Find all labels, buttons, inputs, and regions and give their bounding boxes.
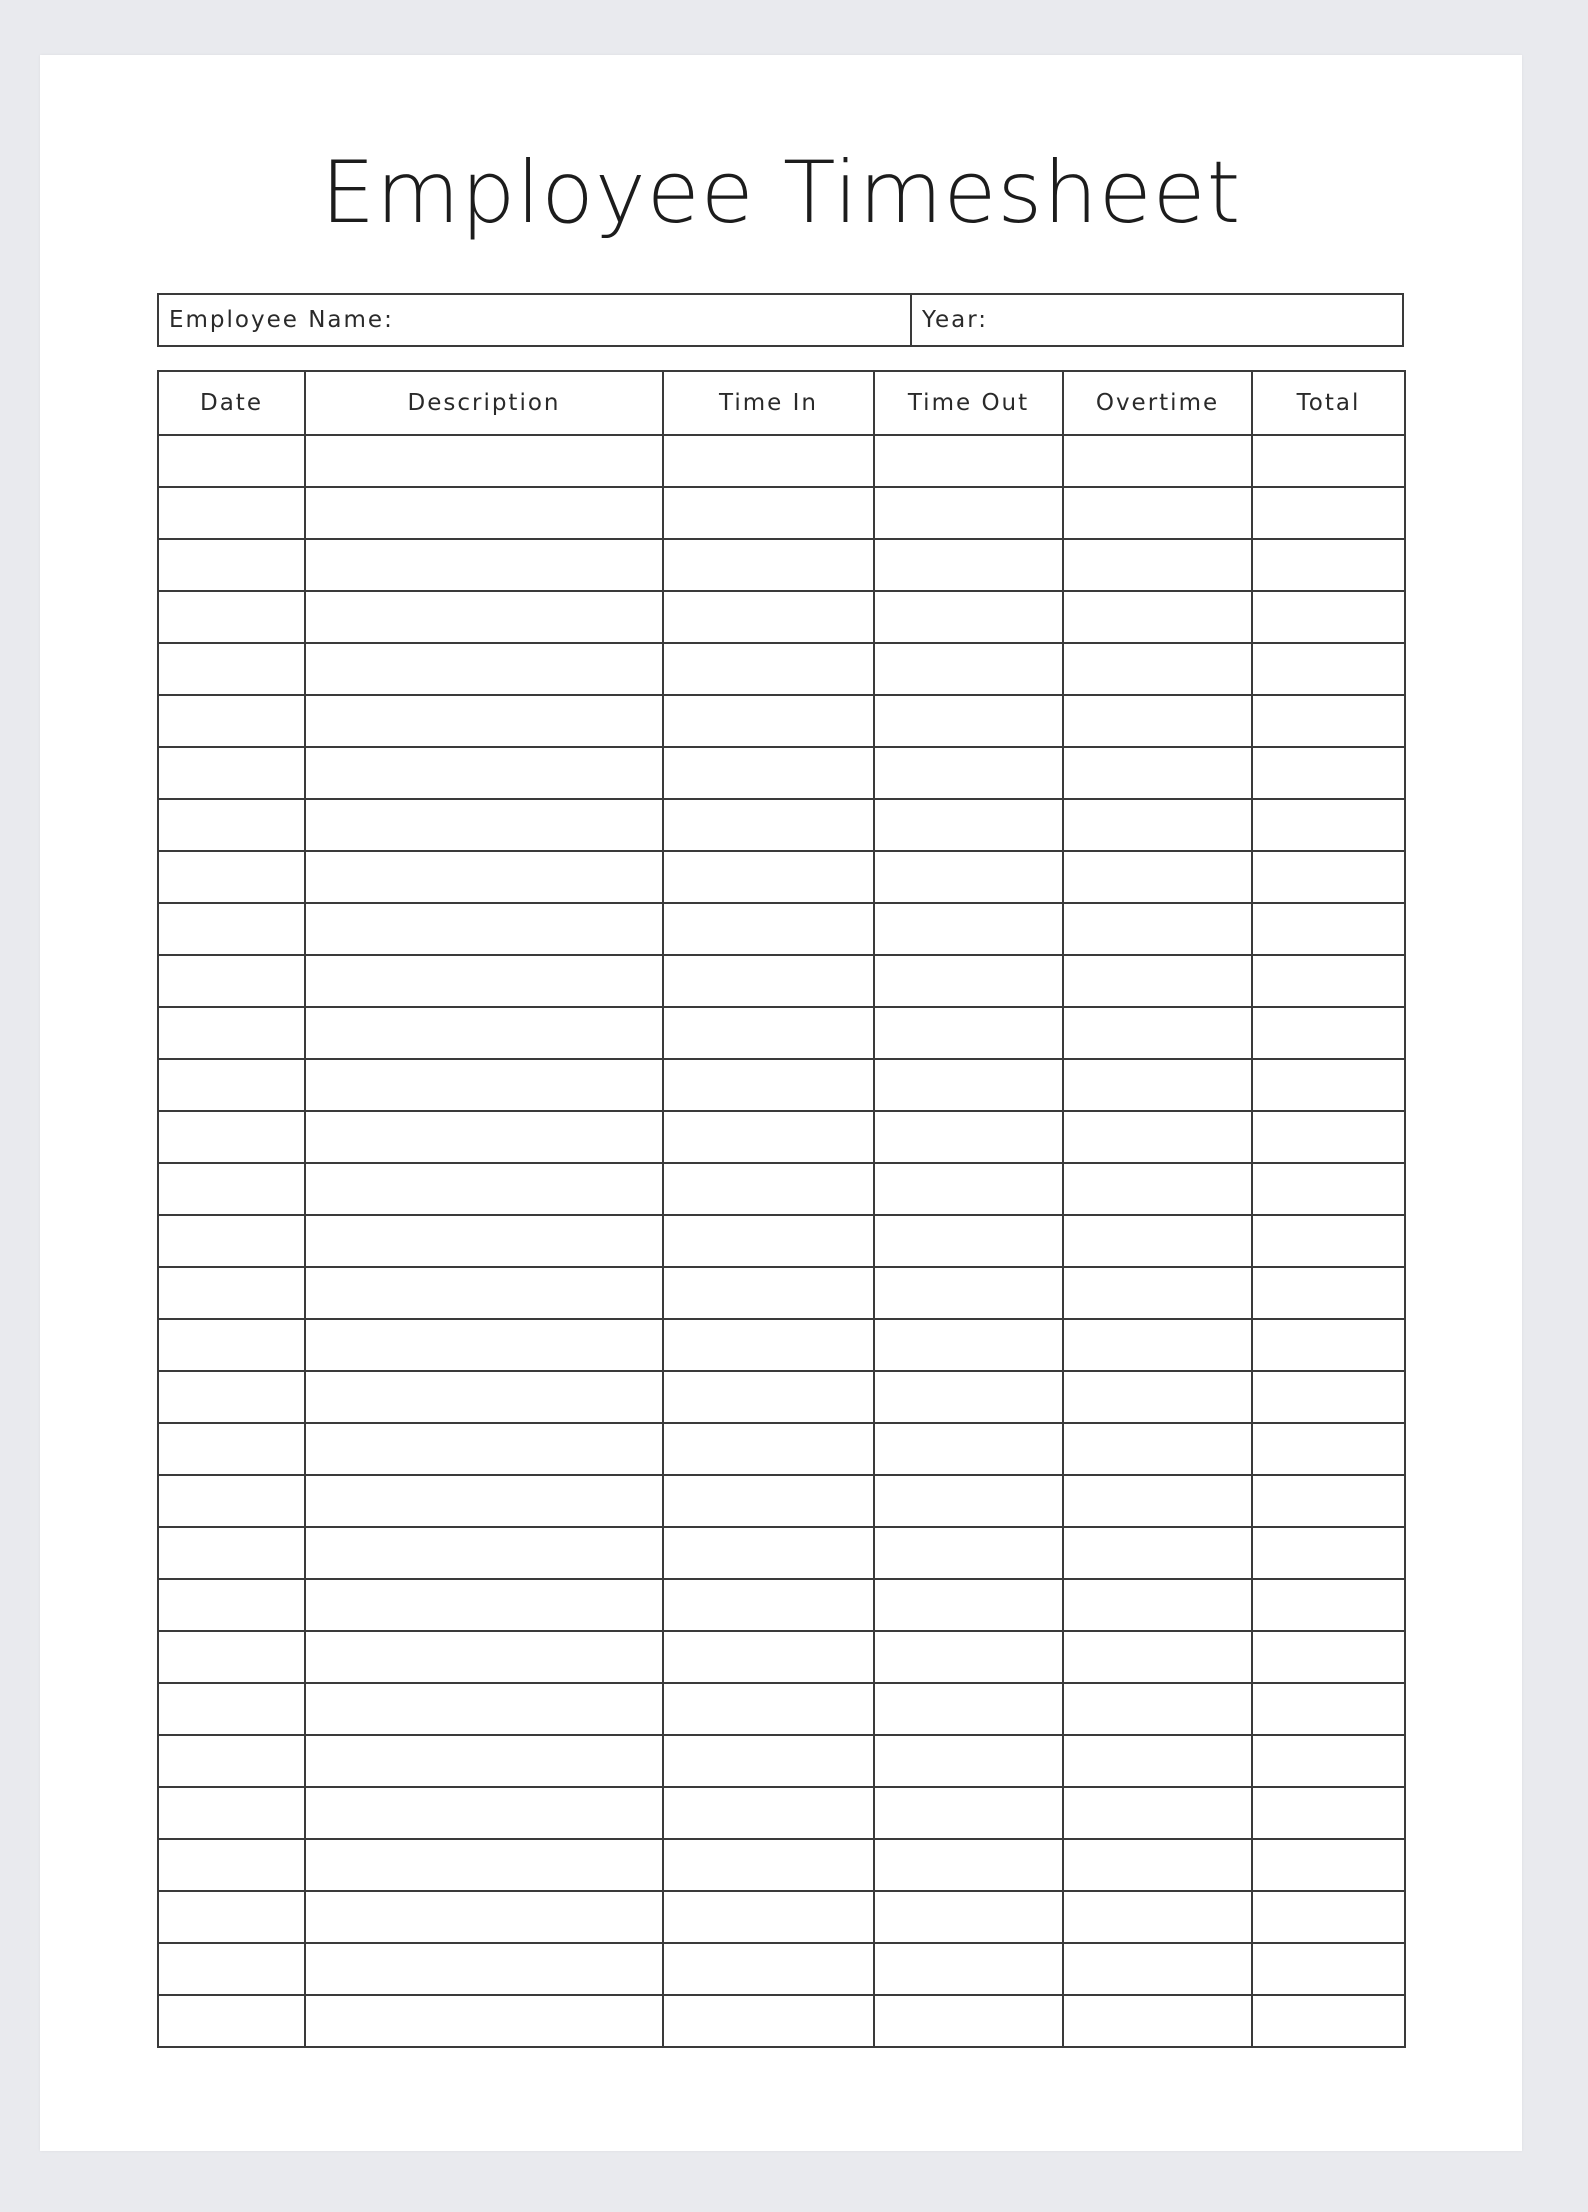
table-row: [158, 1111, 1405, 1163]
table-row: [158, 591, 1405, 643]
cell-time-out[interactable]: [874, 903, 1063, 955]
cell-overtime[interactable]: [1063, 1423, 1252, 1475]
cell-description[interactable]: [305, 1995, 663, 2047]
cell-description[interactable]: [305, 1215, 663, 1267]
cell-time-in[interactable]: [663, 851, 874, 903]
table-row: [158, 1319, 1405, 1371]
cell-time-in[interactable]: [663, 1267, 874, 1319]
cell-overtime[interactable]: [1063, 1995, 1252, 2047]
table-row: [158, 1683, 1405, 1735]
cell-date[interactable]: [158, 1215, 305, 1267]
cell-description[interactable]: [305, 1371, 663, 1423]
cell-date[interactable]: [158, 1943, 305, 1995]
cell-date[interactable]: [158, 591, 305, 643]
cell-time-in[interactable]: [663, 1631, 874, 1683]
cell-description[interactable]: [305, 799, 663, 851]
cell-time-in[interactable]: [663, 955, 874, 1007]
cell-overtime[interactable]: [1063, 1839, 1252, 1891]
cell-overtime[interactable]: [1063, 799, 1252, 851]
cell-time-out[interactable]: [874, 1787, 1063, 1839]
cell-date[interactable]: [158, 1995, 305, 2047]
cell-description[interactable]: [305, 1319, 663, 1371]
cell-date[interactable]: [158, 1735, 305, 1787]
cell-time-in[interactable]: [663, 487, 874, 539]
table-row: [158, 1839, 1405, 1891]
cell-time-out[interactable]: [874, 1995, 1063, 2047]
cell-time-in[interactable]: [663, 1683, 874, 1735]
cell-time-in[interactable]: [663, 1319, 874, 1371]
cell-time-out[interactable]: [874, 1735, 1063, 1787]
cell-description[interactable]: [305, 1475, 663, 1527]
cell-overtime[interactable]: [1063, 1527, 1252, 1579]
cell-overtime[interactable]: [1063, 539, 1252, 591]
cell-time-in[interactable]: [663, 539, 874, 591]
cell-total[interactable]: [1252, 955, 1405, 1007]
cell-overtime[interactable]: [1063, 851, 1252, 903]
cell-total[interactable]: [1252, 1735, 1405, 1787]
cell-total[interactable]: [1252, 1111, 1405, 1163]
cell-date[interactable]: [158, 1839, 305, 1891]
cell-time-out[interactable]: [874, 1891, 1063, 1943]
table-row: [158, 1475, 1405, 1527]
cell-time-in[interactable]: [663, 435, 874, 487]
cell-total[interactable]: [1252, 695, 1405, 747]
timesheet-page: [40, 55, 1522, 2151]
cell-description[interactable]: [305, 1527, 663, 1579]
cell-total[interactable]: [1252, 1787, 1405, 1839]
cell-overtime[interactable]: [1063, 1319, 1252, 1371]
column-header-description: Description: [305, 371, 663, 435]
cell-time-in[interactable]: [663, 1215, 874, 1267]
cell-description[interactable]: [305, 1735, 663, 1787]
table-row: [158, 1735, 1405, 1787]
cell-time-in[interactable]: [663, 1735, 874, 1787]
cell-time-in[interactable]: [663, 695, 874, 747]
cell-time-in[interactable]: [663, 1787, 874, 1839]
cell-time-out[interactable]: [874, 1319, 1063, 1371]
cell-time-in[interactable]: [663, 1371, 874, 1423]
table-row: [158, 1267, 1405, 1319]
cell-overtime[interactable]: [1063, 1007, 1252, 1059]
cell-overtime[interactable]: [1063, 1683, 1252, 1735]
cell-time-in[interactable]: [663, 1475, 874, 1527]
cell-description[interactable]: [305, 1579, 663, 1631]
column-header-overtime: Overtime: [1063, 371, 1252, 435]
cell-time-in[interactable]: [663, 1943, 874, 1995]
cell-description[interactable]: [305, 1943, 663, 1995]
year-label: Year:: [922, 307, 989, 333]
cell-time-out[interactable]: [874, 1475, 1063, 1527]
cell-time-out[interactable]: [874, 591, 1063, 643]
cell-description[interactable]: [305, 643, 663, 695]
cell-time-out[interactable]: [874, 1579, 1063, 1631]
cell-total[interactable]: [1252, 1995, 1405, 2047]
cell-date[interactable]: [158, 1007, 305, 1059]
cell-date[interactable]: [158, 851, 305, 903]
cell-time-out[interactable]: [874, 1839, 1063, 1891]
cell-time-out[interactable]: [874, 1423, 1063, 1475]
cell-total[interactable]: [1252, 1007, 1405, 1059]
cell-time-in[interactable]: [663, 1111, 874, 1163]
cell-total[interactable]: [1252, 851, 1405, 903]
cell-overtime[interactable]: [1063, 1943, 1252, 1995]
table-row: [158, 1891, 1405, 1943]
cell-description[interactable]: [305, 1787, 663, 1839]
cell-total[interactable]: [1252, 1631, 1405, 1683]
cell-time-out[interactable]: [874, 1631, 1063, 1683]
cell-description[interactable]: [305, 487, 663, 539]
cell-date[interactable]: [158, 1527, 305, 1579]
employee-name-field[interactable]: [157, 293, 915, 347]
cell-time-out[interactable]: [874, 1215, 1063, 1267]
cell-total[interactable]: [1252, 1319, 1405, 1371]
cell-time-out[interactable]: [874, 487, 1063, 539]
cell-description[interactable]: [305, 539, 663, 591]
table-row: [158, 643, 1405, 695]
cell-description[interactable]: [305, 1163, 663, 1215]
cell-description[interactable]: [305, 1839, 663, 1891]
cell-overtime[interactable]: [1063, 1111, 1252, 1163]
table-row: [158, 747, 1405, 799]
cell-total[interactable]: [1252, 1943, 1405, 1995]
cell-description[interactable]: [305, 1891, 663, 1943]
cell-description[interactable]: [305, 1683, 663, 1735]
cell-date[interactable]: [158, 1267, 305, 1319]
cell-date[interactable]: [158, 1891, 305, 1943]
cell-description[interactable]: [305, 1007, 663, 1059]
cell-description[interactable]: [305, 1631, 663, 1683]
cell-date[interactable]: [158, 1423, 305, 1475]
table-row: [158, 1163, 1405, 1215]
cell-overtime[interactable]: [1063, 1631, 1252, 1683]
table-row: [158, 1527, 1405, 1579]
cell-time-in[interactable]: [663, 1579, 874, 1631]
cell-total[interactable]: [1252, 1163, 1405, 1215]
table-row: [158, 695, 1405, 747]
cell-overtime[interactable]: [1063, 1059, 1252, 1111]
cell-time-out[interactable]: [874, 955, 1063, 1007]
cell-overtime[interactable]: [1063, 1371, 1252, 1423]
table-row: [158, 799, 1405, 851]
cell-date[interactable]: [158, 747, 305, 799]
cell-date[interactable]: [158, 1059, 305, 1111]
column-header-date: Date: [158, 371, 305, 435]
cell-date[interactable]: [158, 903, 305, 955]
table-row: [158, 1787, 1405, 1839]
cell-date[interactable]: [158, 695, 305, 747]
cell-time-in[interactable]: [663, 1423, 874, 1475]
cell-overtime[interactable]: [1063, 955, 1252, 1007]
cell-time-out[interactable]: [874, 799, 1063, 851]
cell-total[interactable]: [1252, 1059, 1405, 1111]
cell-time-out[interactable]: [874, 747, 1063, 799]
cell-time-out[interactable]: [874, 1163, 1063, 1215]
table-row: [158, 1995, 1405, 2047]
cell-description[interactable]: [305, 955, 663, 1007]
cell-total[interactable]: [1252, 487, 1405, 539]
cell-date[interactable]: [158, 955, 305, 1007]
cell-time-in[interactable]: [663, 747, 874, 799]
cell-date[interactable]: [158, 1787, 305, 1839]
cell-total[interactable]: [1252, 539, 1405, 591]
table-row: [158, 903, 1405, 955]
cell-date[interactable]: [158, 1683, 305, 1735]
cell-time-in[interactable]: [663, 799, 874, 851]
cell-total[interactable]: [1252, 903, 1405, 955]
cell-time-out[interactable]: [874, 1943, 1063, 1995]
table-row: [158, 1371, 1405, 1423]
column-header-total: Total: [1252, 371, 1405, 435]
cell-date[interactable]: [158, 643, 305, 695]
cell-time-in[interactable]: [663, 1995, 874, 2047]
cell-description[interactable]: [305, 695, 663, 747]
cell-time-in[interactable]: [663, 1527, 874, 1579]
cell-time-out[interactable]: [874, 1059, 1063, 1111]
table-row: [158, 435, 1405, 487]
cell-overtime[interactable]: [1063, 435, 1252, 487]
cell-total[interactable]: [1252, 435, 1405, 487]
cell-total[interactable]: [1252, 1371, 1405, 1423]
table-row: [158, 1943, 1405, 1995]
cell-date[interactable]: [158, 487, 305, 539]
cell-total[interactable]: [1252, 1475, 1405, 1527]
cell-overtime[interactable]: [1063, 1163, 1252, 1215]
table-row: [158, 1423, 1405, 1475]
timesheet-table: [157, 370, 1406, 2048]
cell-overtime[interactable]: [1063, 487, 1252, 539]
page-title: Employee Timesheet: [320, 143, 1242, 243]
employee-name-label: Employee Name:: [169, 307, 394, 333]
cell-time-in[interactable]: [663, 1059, 874, 1111]
cell-overtime[interactable]: [1063, 1579, 1252, 1631]
cell-date[interactable]: [158, 1475, 305, 1527]
cell-description[interactable]: [305, 851, 663, 903]
cell-date[interactable]: [158, 539, 305, 591]
cell-time-out[interactable]: [874, 643, 1063, 695]
cell-date[interactable]: [158, 1163, 305, 1215]
cell-date[interactable]: [158, 1631, 305, 1683]
cell-description[interactable]: [305, 591, 663, 643]
cell-total[interactable]: [1252, 1683, 1405, 1735]
table-row: [158, 851, 1405, 903]
cell-total[interactable]: [1252, 1839, 1405, 1891]
cell-time-out[interactable]: [874, 1007, 1063, 1059]
cell-total[interactable]: [1252, 747, 1405, 799]
cell-date[interactable]: [158, 1319, 305, 1371]
table-row: [158, 1631, 1405, 1683]
cell-time-in[interactable]: [663, 643, 874, 695]
cell-time-out[interactable]: [874, 1111, 1063, 1163]
cell-time-in[interactable]: [663, 1839, 874, 1891]
cell-time-in[interactable]: [663, 1891, 874, 1943]
cell-overtime[interactable]: [1063, 1735, 1252, 1787]
cell-overtime[interactable]: [1063, 695, 1252, 747]
cell-time-in[interactable]: [663, 1163, 874, 1215]
cell-total[interactable]: [1252, 1215, 1405, 1267]
cell-overtime[interactable]: [1063, 591, 1252, 643]
cell-time-out[interactable]: [874, 539, 1063, 591]
cell-description[interactable]: [305, 1111, 663, 1163]
cell-date[interactable]: [158, 1111, 305, 1163]
cell-description[interactable]: [305, 1059, 663, 1111]
cell-date[interactable]: [158, 1579, 305, 1631]
table-row: [158, 955, 1405, 1007]
cell-overtime[interactable]: [1063, 1475, 1252, 1527]
table-row: [158, 1215, 1405, 1267]
table-row: [158, 487, 1405, 539]
cell-time-out[interactable]: [874, 435, 1063, 487]
column-header-time-out: Time Out: [874, 371, 1063, 435]
cell-time-out[interactable]: [874, 695, 1063, 747]
cell-time-out[interactable]: [874, 1267, 1063, 1319]
year-field[interactable]: [910, 293, 1404, 347]
cell-overtime[interactable]: [1063, 1891, 1252, 1943]
table-row: [158, 1579, 1405, 1631]
cell-total[interactable]: [1252, 1579, 1405, 1631]
cell-total[interactable]: [1252, 643, 1405, 695]
cell-description[interactable]: [305, 1267, 663, 1319]
cell-total[interactable]: [1252, 799, 1405, 851]
cell-description[interactable]: [305, 1423, 663, 1475]
cell-overtime[interactable]: [1063, 1787, 1252, 1839]
cell-total[interactable]: [1252, 1527, 1405, 1579]
table-row: [158, 539, 1405, 591]
table-row: [158, 1059, 1405, 1111]
cell-date[interactable]: [158, 1371, 305, 1423]
table-body: [158, 435, 1405, 2047]
cell-description[interactable]: [305, 435, 663, 487]
cell-time-in[interactable]: [663, 1007, 874, 1059]
cell-time-in[interactable]: [663, 903, 874, 955]
cell-date[interactable]: [158, 435, 305, 487]
cell-time-out[interactable]: [874, 851, 1063, 903]
cell-total[interactable]: [1252, 1891, 1405, 1943]
cell-time-out[interactable]: [874, 1683, 1063, 1735]
column-header-time-in: Time In: [663, 371, 874, 435]
cell-overtime[interactable]: [1063, 903, 1252, 955]
cell-description[interactable]: [305, 903, 663, 955]
cell-date[interactable]: [158, 799, 305, 851]
cell-overtime[interactable]: [1063, 1215, 1252, 1267]
cell-overtime[interactable]: [1063, 1267, 1252, 1319]
cell-total[interactable]: [1252, 1423, 1405, 1475]
table-row: [158, 1007, 1405, 1059]
cell-overtime[interactable]: [1063, 747, 1252, 799]
cell-overtime[interactable]: [1063, 643, 1252, 695]
cell-time-out[interactable]: [874, 1371, 1063, 1423]
cell-total[interactable]: [1252, 1267, 1405, 1319]
cell-total[interactable]: [1252, 591, 1405, 643]
cell-time-out[interactable]: [874, 1527, 1063, 1579]
table-header-row: [158, 371, 1405, 435]
cell-time-in[interactable]: [663, 591, 874, 643]
cell-description[interactable]: [305, 747, 663, 799]
